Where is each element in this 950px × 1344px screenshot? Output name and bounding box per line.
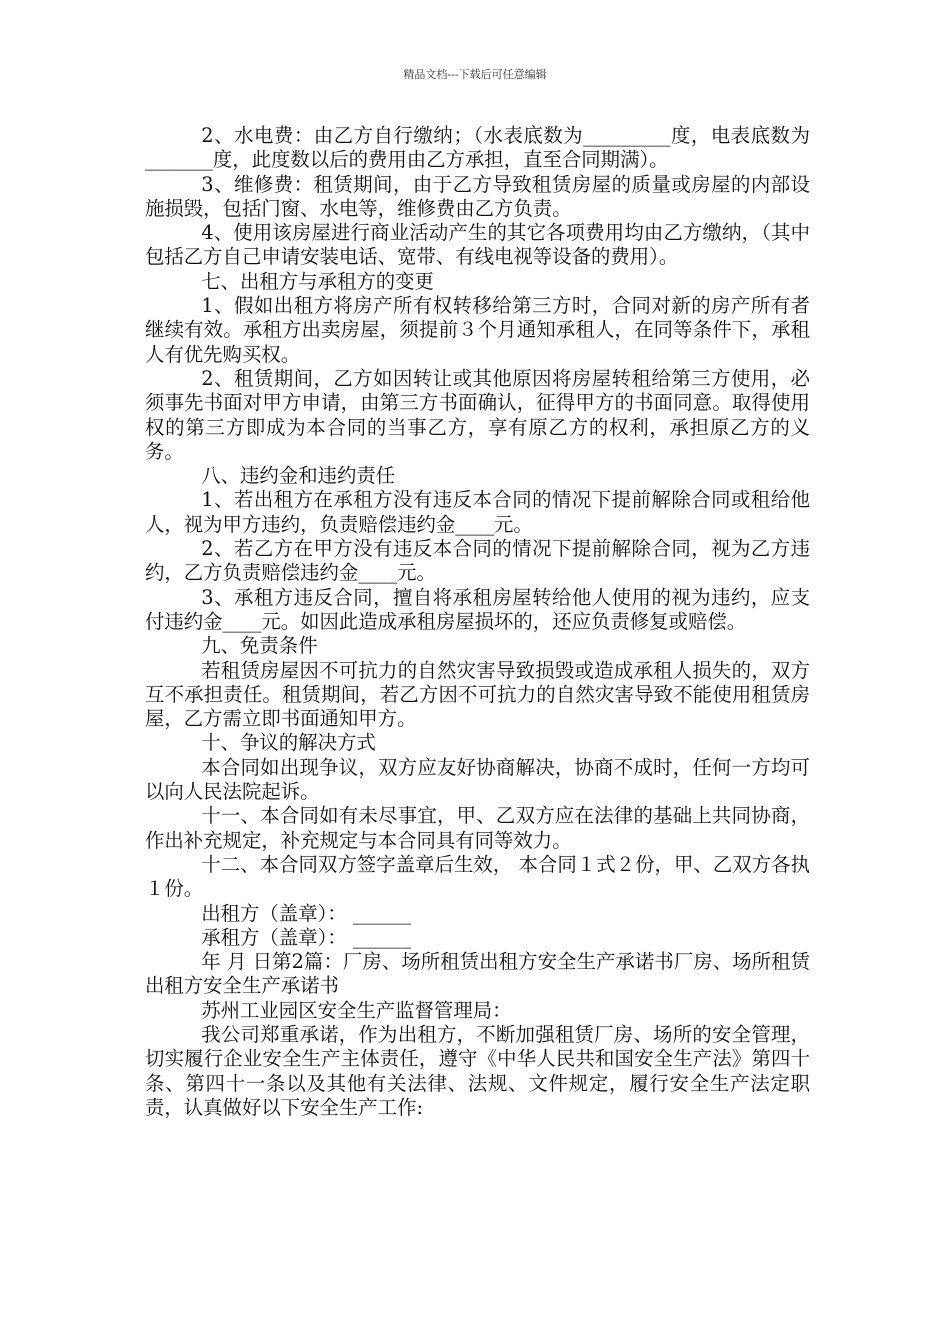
page-header: 精品文档---下载后可任意编辑 [403,68,547,81]
date-and-part2-title: 年 月 日第2篇：厂房、场所租赁出租方安全生产承诺书厂房、场所租赁出租方安全生产承诺书 [145,950,810,998]
clause-lessee-breach: 2、若乙方在甲方没有违反本合同的情况下提前解除合同，视为乙方违约，乙方负责赔偿违约金____元。 [145,537,810,585]
section-heading-9: 九、免责条件 [201,634,318,658]
commitment-intro: 我公司郑重承诺，作为出租方，不断加强租赁厂房、场所的安全管理，切实履行企业安全生产主体责任，遵守《中华人民共和国安全生产法》第四十条、第四十一条以及其他有关法律、法规、文件规定，履行安全生产法定职责，认真做好以下安全生产工作: [145,1022,810,1119]
signature-lessee: 承租方（盖章）： ______ [201,925,412,949]
document-body [145,124,810,1120]
clause-other-fees: 4、使用该房屋进行商业活动产生的其它各项费用均由乙方缴纳，（其中包括乙方自己申请安装电话、宽带、有线电视等设备的费用）。 [145,221,810,269]
clause-maintenance: 3、维修费：租赁期间，由于乙方导致租赁房屋的质量或房屋的内部设施损毁，包括门窗、水电等，维修费由乙方负责。 [145,172,810,220]
section-heading-10: 十、争议的解决方式 [201,731,376,755]
clause-utilities: 2、水电费：由乙方自行缴纳；（水表底数为_________度，电表底数为_______度，此度数以后的费用由乙方承担，直至合同期满）。 [145,124,810,172]
clause-sublease: 2、租赁期间，乙方如因转让或其他原因将房屋转租给第三方使用，必须事先书面对甲方申请，由第三方书面确认，征得甲方的书面同意。取得使用权的第三方即成为本合同的当事乙方，享有原乙方的权利，承担原乙方的义务。 [145,366,810,463]
section-heading-8: 八、违约金和违约责任 [201,464,396,488]
clause-effect: 十二、本合同双方签字盖章后生效， 本合同１式２份，甲、乙双方各执１份。 [145,852,810,901]
clause-ownership-transfer: 1、假如出租方将房产所有权转移给第三方时，合同对新的房产所有者继续有效。承租方出卖房屋，须提前３个月通知承租人，在同等条件下，承租人有优先购买权。 [145,294,810,366]
clause-lessor-breach: 1、若出租方在承租方没有违反本合同的情况下提前解除合同或租给他人，视为甲方违约，负责赔偿违约金____元。 [145,488,810,536]
clause-dispute: 本合同如出现争议，双方应友好协商解决，协商不成时，任何一方均可以向人民法院起诉。 [145,755,810,804]
clause-supplement: 十一、本合同如有未尽事宜，甲、乙双方应在法律的基础上共同协商，作出补充规定，补充规定与本合同具有同等效力。 [145,804,810,852]
clause-force-majeure: 若租赁房屋因不可抗力的自然灾害导致损毁或造成承租人损失的，双方互不承担责任。租赁期间，若乙方因不可抗力的自然灾害导致不能使用租赁房屋，乙方需立即书面通知甲方。 [145,658,810,731]
section-heading-7: 七、出租方与承租方的变更 [201,269,434,293]
signature-lessor: 出租方（盖章）： ______ [201,901,412,925]
clause-unauthorized-transfer: 3、承租方违反合同，擅自将承租房屋转给他人使用的视为违约，应支付违约金____元。如因此造成承租房屋损坏的，还应负责修复或赔偿。 [145,585,810,633]
addressee: 苏州工业园区安全生产监督管理局： [201,998,512,1022]
